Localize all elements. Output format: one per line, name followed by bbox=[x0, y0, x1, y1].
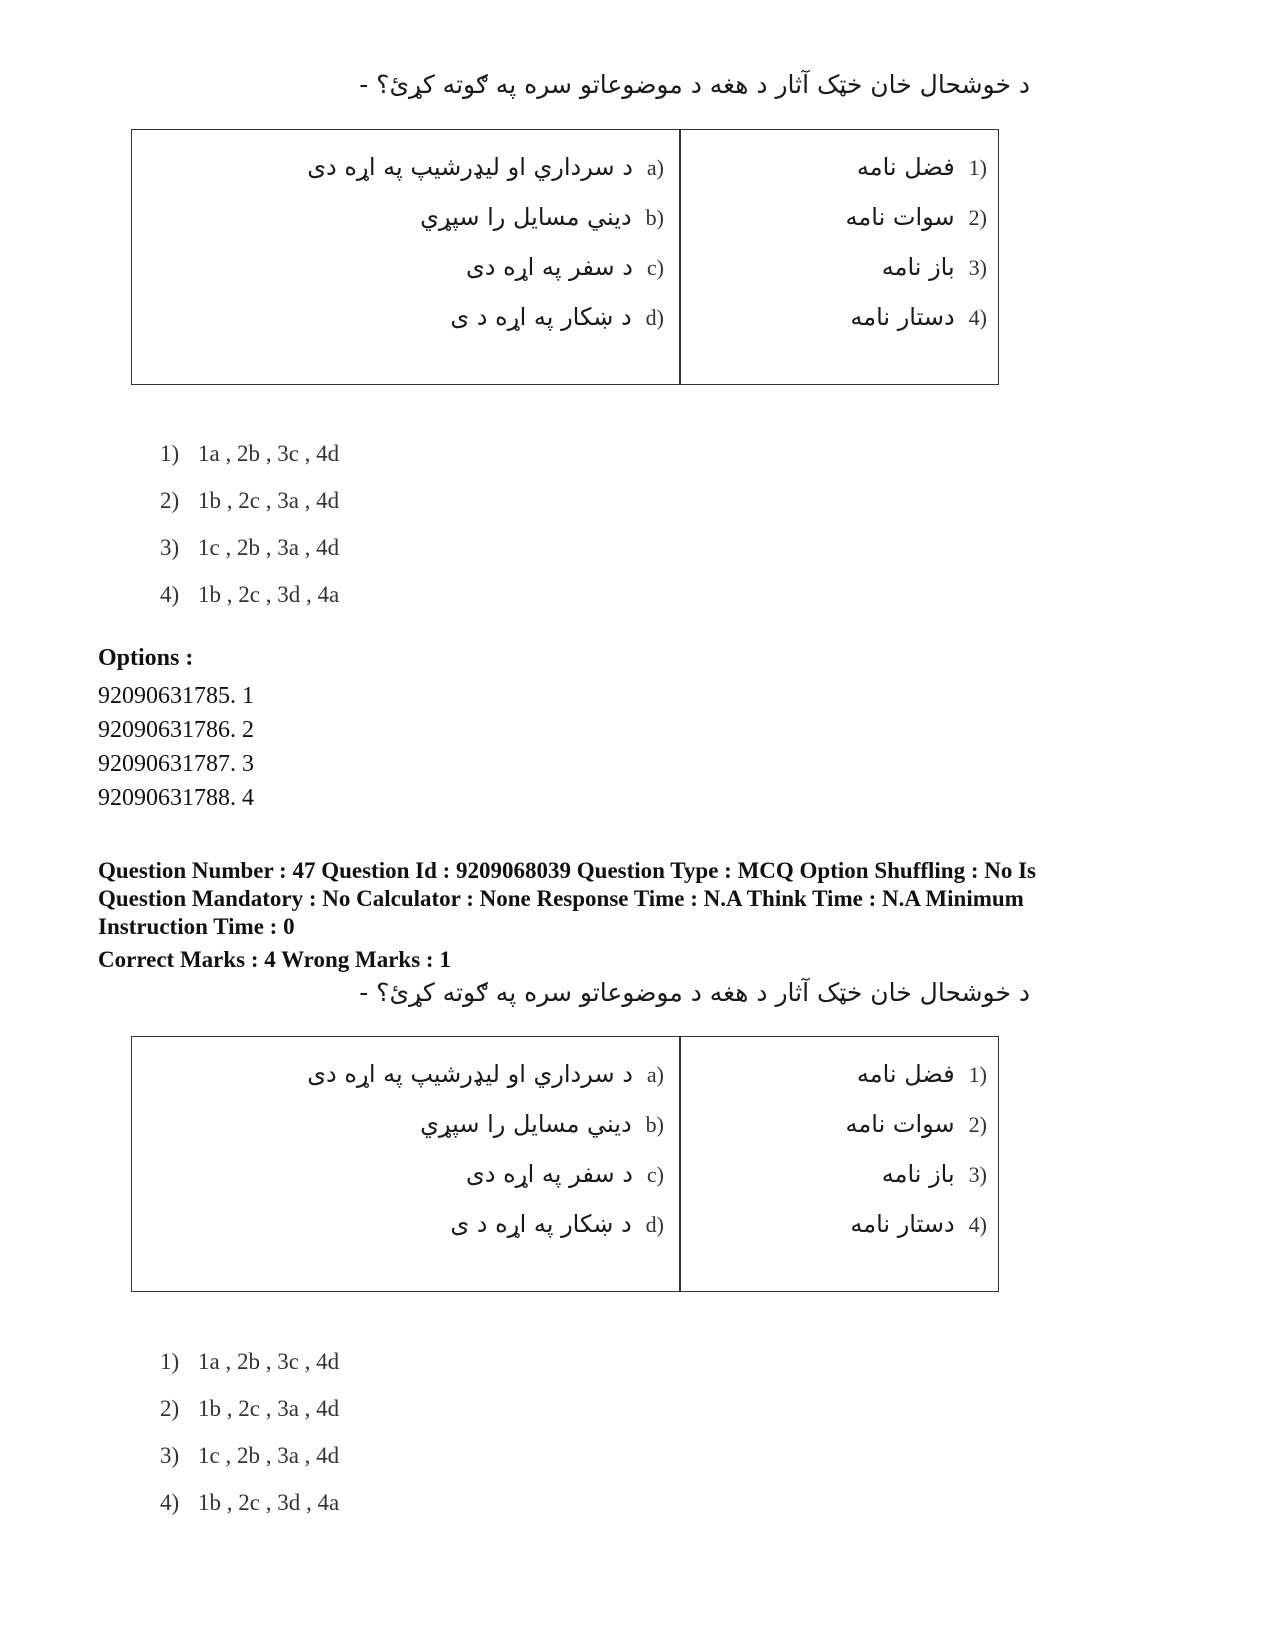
answer-text: 1a , 2b , 3c , 4d bbox=[198, 1349, 340, 1374]
item-text: سوات نامه bbox=[845, 1110, 955, 1138]
answer-choice bbox=[160, 430, 339, 477]
answer-choice bbox=[160, 477, 339, 524]
meta-line: Instruction Time : 0 bbox=[98, 914, 295, 939]
item-marker: 3) bbox=[968, 255, 987, 280]
list-item bbox=[697, 192, 987, 242]
table-divider bbox=[679, 1037, 681, 1291]
option-id: 92090631788. 4 bbox=[98, 785, 254, 811]
item-marker: 4) bbox=[968, 1212, 987, 1237]
item-marker: b) bbox=[645, 205, 664, 230]
item-marker: 2) bbox=[968, 205, 987, 230]
item-marker: b) bbox=[645, 1112, 664, 1137]
item-text: ديني مسايل را سپړي bbox=[420, 203, 632, 231]
table-divider bbox=[679, 130, 681, 384]
option-id: 92090631786. 2 bbox=[98, 717, 254, 743]
list-item bbox=[697, 1149, 987, 1199]
answer-text: 1b , 2c , 3a , 4d bbox=[198, 1396, 340, 1421]
answer-choice bbox=[160, 1432, 339, 1479]
item-text: د سفر په اړه دی bbox=[465, 1160, 633, 1188]
list-item bbox=[697, 292, 987, 342]
answer-number: 1) bbox=[160, 1349, 180, 1374]
answer-number: 1) bbox=[160, 441, 180, 466]
answer-text: 1b , 2c , 3d , 4a bbox=[198, 582, 340, 607]
item-text: د ښکار په اړه د ی bbox=[450, 303, 632, 331]
list-item bbox=[697, 1099, 987, 1149]
option-id: 92090631785. 1 bbox=[98, 683, 254, 709]
column-right bbox=[697, 1049, 987, 1249]
list-item bbox=[262, 142, 664, 192]
item-marker: c) bbox=[646, 1162, 664, 1187]
item-text: د سفر په اړه دی bbox=[465, 253, 633, 281]
answer-choice bbox=[160, 571, 339, 618]
item-marker: 3) bbox=[968, 1162, 987, 1187]
item-marker: 4) bbox=[968, 305, 987, 330]
marks-line: Correct Marks : 4 Wrong Marks : 1 bbox=[98, 947, 451, 972]
item-text: سوات نامه bbox=[845, 203, 955, 231]
item-text: د ښکار په اړه د ی bbox=[450, 1210, 632, 1238]
answer-text: 1b , 2c , 3d , 4a bbox=[198, 1490, 340, 1515]
item-text: دستار نامه bbox=[850, 303, 955, 331]
meta-line: Question Mandatory : No Calculator : None Response Time : N.A Think Time : N.A Minimum bbox=[98, 886, 1024, 911]
item-marker: 1) bbox=[968, 155, 987, 180]
item-text: د سرداري او ليډرشيپ په اړه دی bbox=[307, 153, 633, 181]
item-text: باز نامه bbox=[881, 253, 955, 281]
answer-list bbox=[160, 430, 339, 618]
item-text: دستار نامه bbox=[850, 1210, 955, 1238]
list-item bbox=[697, 1199, 987, 1249]
item-text: د سرداري او ليډرشيپ په اړه دی bbox=[307, 1060, 633, 1088]
column-right bbox=[697, 142, 987, 342]
list-item bbox=[697, 242, 987, 292]
list-item bbox=[262, 242, 664, 292]
item-marker: d) bbox=[645, 1212, 664, 1237]
meta-line: Question Number : 47 Question Id : 9209068039 Question Type : MCQ Option Shuffling : No Is bbox=[98, 858, 1037, 883]
options-heading: Options : bbox=[98, 645, 194, 671]
answer-text: 1c , 2b , 3a , 4d bbox=[198, 1443, 340, 1468]
question-title: د خوشحال خان خټک آثار د هغه د موضوعاتو سره په ګوته کړئ؟ - bbox=[359, 978, 1030, 1007]
match-table bbox=[131, 129, 999, 385]
option-id: 92090631787. 3 bbox=[98, 751, 254, 777]
answer-choice bbox=[160, 524, 339, 571]
item-marker: c) bbox=[646, 255, 664, 280]
answer-number: 2) bbox=[160, 488, 180, 513]
options-list bbox=[98, 679, 254, 815]
answer-number: 4) bbox=[160, 582, 180, 607]
item-marker: 2) bbox=[968, 1112, 987, 1137]
answer-text: 1b , 2c , 3a , 4d bbox=[198, 488, 340, 513]
column-left bbox=[262, 142, 664, 342]
item-text: ديني مسايل را سپړي bbox=[420, 1110, 632, 1138]
item-text: باز نامه bbox=[881, 1160, 955, 1188]
item-marker: d) bbox=[645, 305, 664, 330]
item-marker: 1) bbox=[968, 1062, 987, 1087]
question-title: د خوشحال خان خټک آثار د هغه د موضوعاتو سره په ګوته کړئ؟ - bbox=[359, 70, 1030, 99]
item-marker: a) bbox=[646, 1062, 664, 1087]
list-item bbox=[262, 192, 664, 242]
list-item bbox=[262, 1099, 664, 1149]
list-item bbox=[697, 1049, 987, 1099]
list-item bbox=[262, 1149, 664, 1199]
answer-text: 1c , 2b , 3a , 4d bbox=[198, 535, 340, 560]
item-text: فضل نامه bbox=[856, 153, 955, 181]
answer-choice bbox=[160, 1385, 339, 1432]
answer-number: 3) bbox=[160, 1443, 180, 1468]
answer-number: 4) bbox=[160, 1490, 180, 1515]
match-table bbox=[131, 1036, 999, 1292]
list-item bbox=[697, 142, 987, 192]
answer-list bbox=[160, 1338, 339, 1526]
item-marker: a) bbox=[646, 155, 664, 180]
answer-number: 2) bbox=[160, 1396, 180, 1421]
answer-number: 3) bbox=[160, 535, 180, 560]
list-item bbox=[262, 1199, 664, 1249]
item-text: فضل نامه bbox=[856, 1060, 955, 1088]
answer-choice bbox=[160, 1479, 339, 1526]
answer-choice bbox=[160, 1338, 339, 1385]
list-item bbox=[262, 292, 664, 342]
list-item bbox=[262, 1049, 664, 1099]
column-left bbox=[262, 1049, 664, 1249]
question-meta bbox=[98, 857, 1138, 974]
answer-text: 1a , 2b , 3c , 4d bbox=[198, 441, 340, 466]
